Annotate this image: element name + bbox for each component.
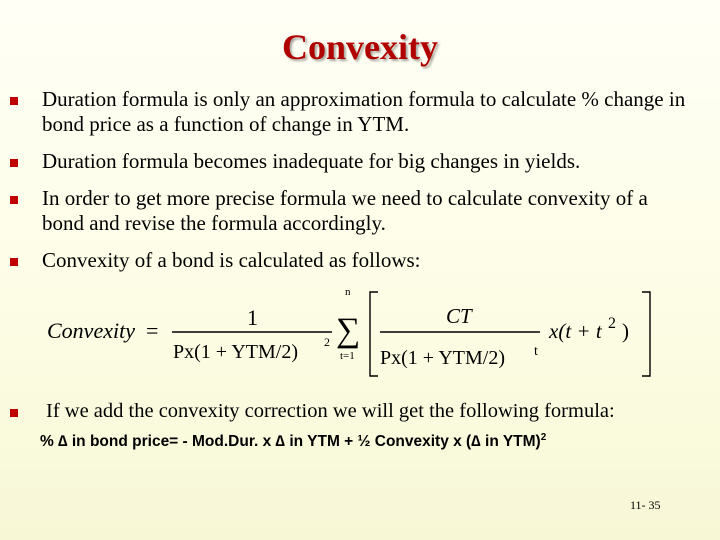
formula-sum-upper: n <box>345 286 351 298</box>
bullet-text-duration-approx: Duration formula is only an approximation formula to calculate % change in bond price as a function of change in YTM. <box>42 87 686 136</box>
price-change-formula-exponent: 2 <box>540 432 547 443</box>
left-bracket <box>370 292 378 376</box>
formula-sum-lower: t=1 <box>340 350 355 362</box>
bullet-text-convexity-calc: Convexity of a bond is calculated as follows: <box>42 248 421 272</box>
price-change-formula-text: % ∆ in bond price= - Mod.Dur. x ∆ in YTM + ½ Convexity x (∆ in YTM) <box>40 433 541 451</box>
slide-title: Convexity <box>282 27 438 67</box>
formula-denominator: Px(1 + YTM/2) <box>173 341 298 363</box>
formula-inner-denominator: Px(1 + YTM/2) <box>380 347 505 369</box>
formula-lhs: Convexity <box>47 318 135 343</box>
right-bracket <box>642 292 650 376</box>
formula-tail-exponent: 2 <box>608 315 616 332</box>
price-change-formula <box>40 432 710 451</box>
formula-ct: CT <box>446 304 472 328</box>
formula-inner-exponent: t <box>534 344 538 359</box>
summation-icon: ∑ <box>336 312 361 349</box>
square-bullet-icon <box>10 409 18 417</box>
formula-equals: = <box>146 318 159 343</box>
bullet-text-precise-formula: In order to get more precise formula we need to calculate convexity of a bond and revise the formula accordingly. <box>42 186 648 235</box>
formula-tail: x(t + t <box>549 319 602 343</box>
formula-tail-close: ) <box>622 319 629 343</box>
formula-denominator-exponent: 2 <box>324 335 330 349</box>
bullet-text-duration-inadequate: Duration formula becomes inadequate for big changes in yields. <box>42 149 581 173</box>
bullet-text-correction: If we add the convexity correction we will get the following formula: <box>46 400 615 422</box>
page-number: 11- 35 <box>630 498 661 512</box>
formula-one: 1 <box>247 305 258 330</box>
